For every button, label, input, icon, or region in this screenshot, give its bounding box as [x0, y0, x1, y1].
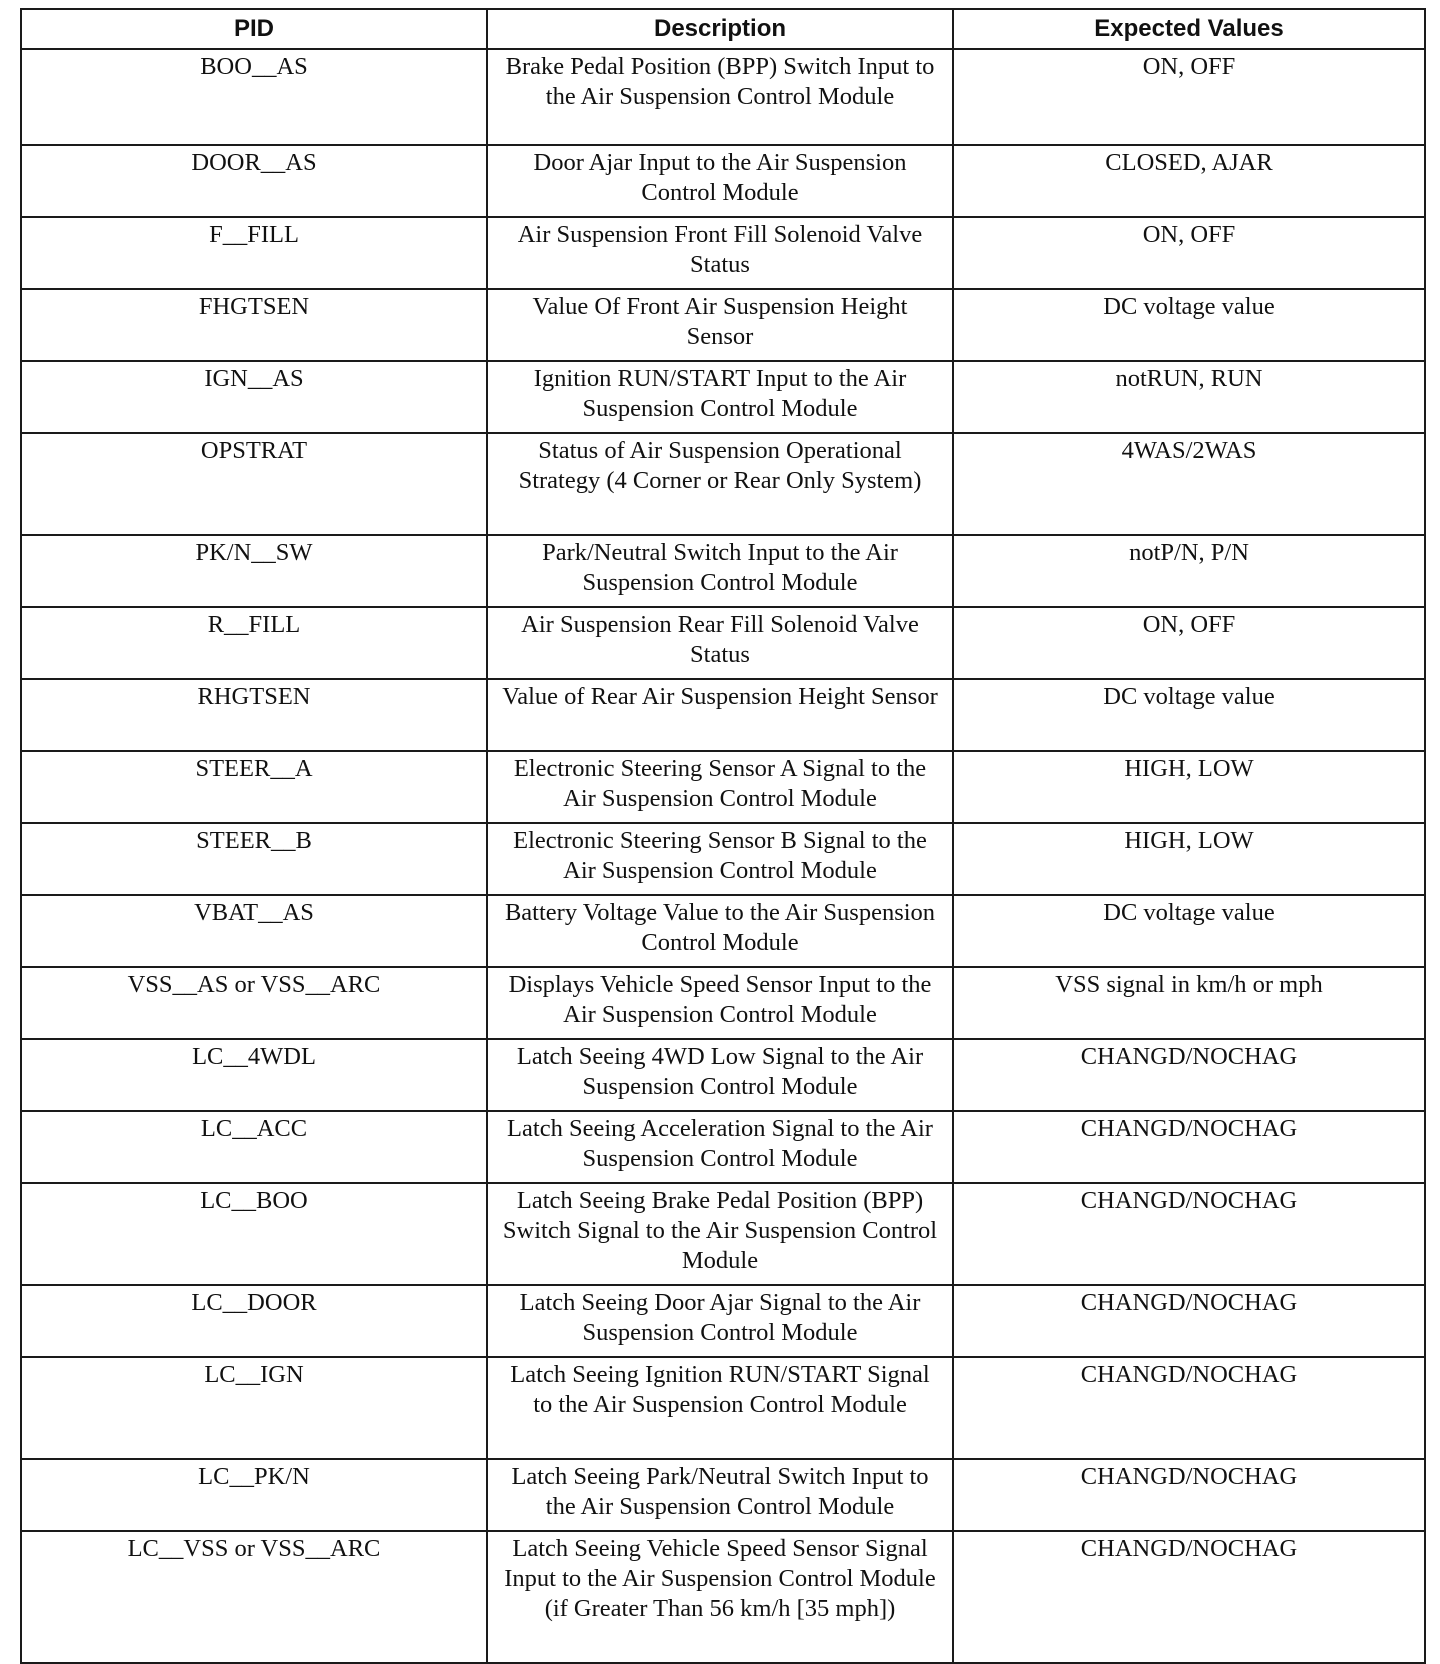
expected-value-cell: 4WAS/2WAS: [953, 433, 1425, 535]
expected-value-cell: notRUN, RUN: [953, 361, 1425, 433]
expected-value-cell: DC voltage value: [953, 679, 1425, 751]
pid-cell: LC__IGN: [21, 1357, 487, 1459]
table-row: [21, 361, 1425, 433]
table-row: [21, 217, 1425, 289]
description-cell: Latch Seeing Acceleration Signal to the Air Suspension Control Module: [487, 1111, 953, 1183]
description-cell: Latch Seeing Ignition RUN/START Signal to the Air Suspension Control Module: [487, 1357, 953, 1459]
table-row: [21, 1183, 1425, 1285]
table-row: [21, 895, 1425, 967]
pid-table-sheet: [20, 8, 1424, 1664]
description-cell: Latch Seeing 4WD Low Signal to the Air Suspension Control Module: [487, 1039, 953, 1111]
pid-cell: DOOR__AS: [21, 145, 487, 217]
pid-cell: LC__ACC: [21, 1111, 487, 1183]
expected-value-cell: CHANGD/NOCHAG: [953, 1183, 1425, 1285]
pid-cell: IGN__AS: [21, 361, 487, 433]
expected-value-cell: DC voltage value: [953, 895, 1425, 967]
header-expected-values: Expected Values: [953, 9, 1425, 49]
table-row: [21, 607, 1425, 679]
pid-cell: STEER__B: [21, 823, 487, 895]
pid-cell: LC__VSS or VSS__ARC: [21, 1531, 487, 1663]
pid-cell: R__FILL: [21, 607, 487, 679]
header-description: Description: [487, 9, 953, 49]
table-row: [21, 49, 1425, 145]
description-cell: Electronic Steering Sensor B Signal to the Air Suspension Control Module: [487, 823, 953, 895]
expected-value-cell: CLOSED, AJAR: [953, 145, 1425, 217]
table-row: [21, 433, 1425, 535]
pid-cell: F__FILL: [21, 217, 487, 289]
table-row: [21, 289, 1425, 361]
expected-value-cell: ON, OFF: [953, 217, 1425, 289]
table-row: [21, 145, 1425, 217]
description-cell: Park/Neutral Switch Input to the Air Suspension Control Module: [487, 535, 953, 607]
description-cell: Latch Seeing Brake Pedal Position (BPP) Switch Signal to the Air Suspension Control Module: [487, 1183, 953, 1285]
header-pid: PID: [21, 9, 487, 49]
pid-cell: PK/N__SW: [21, 535, 487, 607]
description-cell: Battery Voltage Value to the Air Suspension Control Module: [487, 895, 953, 967]
description-cell: Latch Seeing Park/Neutral Switch Input to the Air Suspension Control Module: [487, 1459, 953, 1531]
table-row: [21, 1357, 1425, 1459]
pid-cell: LC__BOO: [21, 1183, 487, 1285]
pid-cell: VSS__AS or VSS__ARC: [21, 967, 487, 1039]
expected-value-cell: CHANGD/NOCHAG: [953, 1285, 1425, 1357]
table-row: [21, 1285, 1425, 1357]
pid-cell: BOO__AS: [21, 49, 487, 145]
pid-cell: VBAT__AS: [21, 895, 487, 967]
expected-value-cell: DC voltage value: [953, 289, 1425, 361]
description-cell: Ignition RUN/START Input to the Air Suspension Control Module: [487, 361, 953, 433]
expected-value-cell: notP/N, P/N: [953, 535, 1425, 607]
expected-value-cell: ON, OFF: [953, 607, 1425, 679]
description-cell: Value Of Front Air Suspension Height Sensor: [487, 289, 953, 361]
pid-cell: RHGTSEN: [21, 679, 487, 751]
description-cell: Electronic Steering Sensor A Signal to the Air Suspension Control Module: [487, 751, 953, 823]
description-cell: Latch Seeing Door Ajar Signal to the Air Suspension Control Module: [487, 1285, 953, 1357]
pid-cell: OPSTRAT: [21, 433, 487, 535]
description-cell: Air Suspension Front Fill Solenoid Valve Status: [487, 217, 953, 289]
table-row: [21, 1531, 1425, 1663]
expected-value-cell: CHANGD/NOCHAG: [953, 1111, 1425, 1183]
pid-cell: STEER__A: [21, 751, 487, 823]
table-row: [21, 751, 1425, 823]
pid-cell: LC__4WDL: [21, 1039, 487, 1111]
expected-value-cell: CHANGD/NOCHAG: [953, 1039, 1425, 1111]
table-row: [21, 535, 1425, 607]
pid-cell: FHGTSEN: [21, 289, 487, 361]
expected-value-cell: HIGH, LOW: [953, 751, 1425, 823]
table-row: [21, 1459, 1425, 1531]
table-row: [21, 823, 1425, 895]
expected-value-cell: HIGH, LOW: [953, 823, 1425, 895]
description-cell: Air Suspension Rear Fill Solenoid Valve Status: [487, 607, 953, 679]
description-cell: Displays Vehicle Speed Sensor Input to the Air Suspension Control Module: [487, 967, 953, 1039]
header-row: [21, 9, 1425, 49]
description-cell: Door Ajar Input to the Air Suspension Control Module: [487, 145, 953, 217]
expected-value-cell: CHANGD/NOCHAG: [953, 1357, 1425, 1459]
pid-cell: LC__DOOR: [21, 1285, 487, 1357]
pid-cell: LC__PK/N: [21, 1459, 487, 1531]
pid-table: [20, 8, 1426, 1664]
expected-value-cell: CHANGD/NOCHAG: [953, 1459, 1425, 1531]
table-row: [21, 1111, 1425, 1183]
table-row: [21, 967, 1425, 1039]
expected-value-cell: CHANGD/NOCHAG: [953, 1531, 1425, 1663]
description-cell: Status of Air Suspension Operational Strategy (4 Corner or Rear Only System): [487, 433, 953, 535]
expected-value-cell: VSS signal in km/h or mph: [953, 967, 1425, 1039]
table-row: [21, 1039, 1425, 1111]
table-row: [21, 679, 1425, 751]
description-cell: Value of Rear Air Suspension Height Sensor: [487, 679, 953, 751]
expected-value-cell: ON, OFF: [953, 49, 1425, 145]
description-cell: Latch Seeing Vehicle Speed Sensor Signal Input to the Air Suspension Control Module (if Greater Than 56 km/h [35 mph]): [487, 1531, 953, 1663]
description-cell: Brake Pedal Position (BPP) Switch Input to the Air Suspension Control Module: [487, 49, 953, 145]
